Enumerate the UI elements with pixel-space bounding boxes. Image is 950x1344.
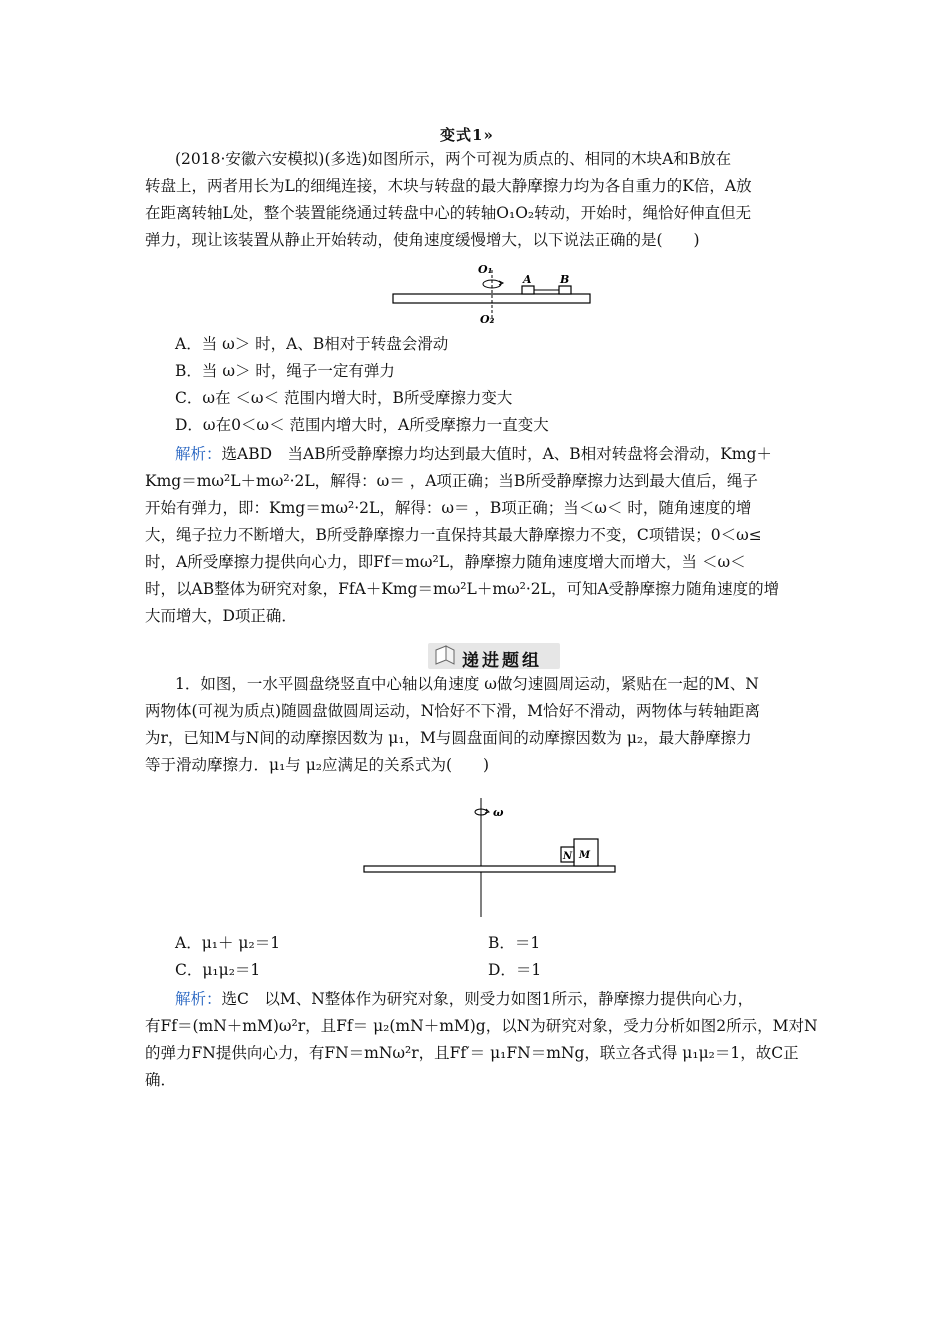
double-chevron-icon: »: [483, 126, 494, 144]
problem-line: 两物体(可视为质点)随圆盘做圆周运动，N恰好不下滑，M恰好不滑动，两物体与转轴距离: [145, 702, 761, 720]
solution-line: 时，A所受摩擦力提供向心力，即Ff＝mω²L，静摩擦力随角速度增大而增大，当 ＜ω＜: [145, 553, 746, 571]
option-a: A．当 ω＞ 时，A、B相对于转盘会滑动: [175, 335, 449, 353]
section-banner-text: 递进题组: [462, 651, 542, 671]
option-a: A．μ₁＋ μ₂＝1: [175, 934, 281, 952]
variant-heading-text: 变式1: [440, 126, 484, 144]
label-omega: ω: [493, 806, 504, 819]
solution-line: [145, 986, 810, 1013]
solution-line: 开始有弹力，即：Kmg＝mω²·2L，解得：ω＝ ，B项正确；当＜ω＜ 时，随角速度的增: [145, 499, 752, 517]
label-a: A: [523, 273, 532, 286]
problem-line: 为r，已知M与N间的动摩擦因数为 μ₁，M与圆盘面间的动摩擦因数为 μ₂，最大静摩擦力: [145, 729, 752, 747]
option-c: C．ω在 ＜ω＜ 范围内增大时，B所受摩擦力变大: [175, 389, 513, 407]
solution-line: 大而增大，D项正确．: [145, 607, 297, 625]
solution-line: 确．: [145, 1071, 177, 1089]
problem-line: 1．如图，一水平圆盘绕竖直中心轴以角速度 ω做匀速圆周运动，紧贴在一起的M、N: [175, 675, 759, 693]
label-o1: O₁: [478, 263, 493, 276]
horizontal-disk: [364, 866, 615, 872]
problem-line: 弹力，现让该装置从静止开始转动，使角速度缓慢增大，以下说法正确的是( ): [145, 231, 700, 249]
solution-label: 解析：: [175, 445, 222, 463]
solution-text: 选C 以M、N整体作为研究对象，则受力如图1所示，静摩擦力提供向心力，: [221, 990, 754, 1008]
option-d: D．＝1: [488, 961, 542, 979]
label-m: M: [579, 850, 591, 861]
solution-line: Kmg＝mω²L＋mω²·2L，解得：ω＝ ，A项正确；当B所受静摩擦力达到最大值后，绳子: [145, 472, 758, 490]
label-b: B: [560, 273, 570, 286]
option-b: B．＝1: [488, 934, 541, 952]
problem-line: 转盘上，两者用长为L的细绳连接，木块与转盘的最大静摩擦力均为各自重力的K倍，A放: [145, 177, 752, 195]
label-n: N: [563, 851, 573, 862]
problem-line: 在距离转轴L处，整个装置能绕通过转盘中心的转轴O₁O₂转动，开始时，绳恰好伸直但无: [145, 204, 752, 222]
problem-line: (2018·安徽六安模拟)(多选)如图所示，两个可视为质点的、相同的木块A和B放在: [175, 150, 732, 168]
problem-line: 等于滑动摩擦力．μ₁与 μ₂应满足的关系式为( ): [145, 756, 490, 774]
option-b: B．当 ω＞ 时，绳子一定有弹力: [175, 362, 395, 380]
label-o2: O₂: [480, 313, 495, 326]
solution-text: 选ABD 当AB所受静摩擦力均达到最大值时，A、B相对转盘将会滑动，Kmg＋: [221, 445, 772, 463]
option-d: D．ω在0＜ω＜ 范围内增大时，A所受摩擦力一直变大: [175, 416, 549, 434]
solution-label: 解析：: [175, 990, 222, 1008]
solution-line: 的弹力FN提供向心力，有FN＝mNω²r，且Ff′＝ μ₁FN＝mNg，联立各式得 μ₁μ₂＝1，故C正: [145, 1044, 799, 1062]
option-c: C．μ₁μ₂＝1: [175, 961, 261, 979]
solution-line: 时，以AB整体为研究对象，FfA＋Kmg＝mω²L＋mω²·2L，可知A受静摩擦力随角速度的增: [145, 580, 780, 598]
problem1-solution: [145, 986, 818, 1094]
solution-line: 大，绳子拉力不断增大，B所受静摩擦力一直保持其最大静摩擦力不变，C项错误；0＜ω≤: [145, 526, 762, 544]
solution-line: 有Ff＝(mN＋mM)ω²r，且Ff＝ μ₂(mN＋mM)g，以N为研究对象，受力分析如图2所示，M对N: [145, 1017, 818, 1035]
